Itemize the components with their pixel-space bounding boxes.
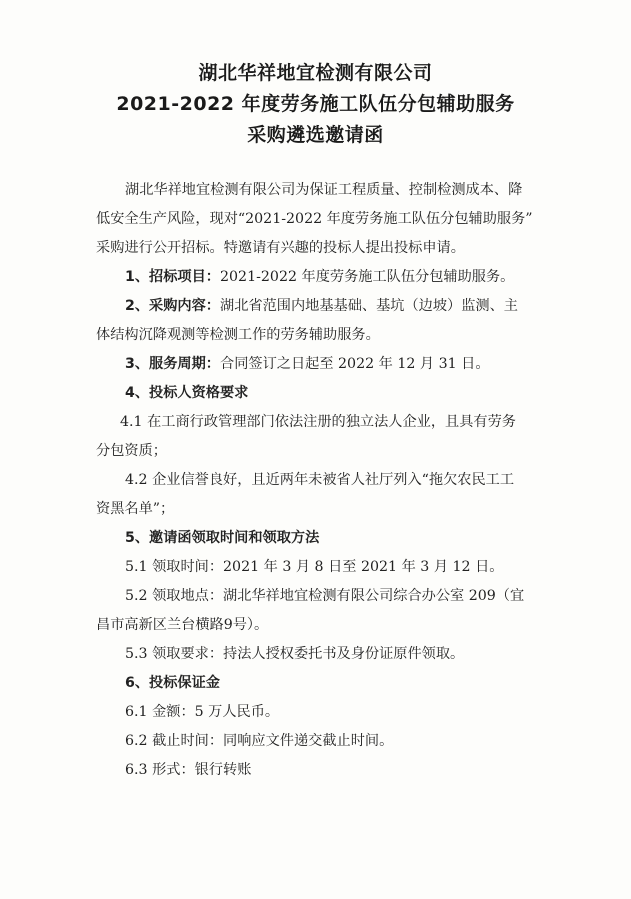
item-6-heading: 6、投标保证金 <box>125 675 220 691</box>
item-3-value: 合同签订之日起至 2022 年 12 月 31 日。 <box>220 356 490 372</box>
item-4-heading: 4、投标人资格要求 <box>125 385 249 401</box>
intro-line-3: 采购进行公开招标。特邀请有兴趣的投标人提出投标申请。 <box>96 240 465 256</box>
item-4-2-line-2: 资黑名单”； <box>96 501 175 517</box>
item-3-label: 3、服务周期： <box>125 356 220 372</box>
title-company: 湖北华祥地宜检测有限公司 <box>198 62 433 84</box>
item-4-1-line-1: 4.1 在工商行政管理部门依法注册的独立法人企业，且具有劳务 <box>120 414 516 430</box>
item-5-heading: 5、邀请函领取时间和领取方法 <box>125 530 320 546</box>
title-doc-type: 采购遴选邀请函 <box>247 124 384 146</box>
item-3 <box>125 354 490 374</box>
item-5-1: 5.1 领取时间：2021 年 3 月 8 日至 2021 年 3 月 12 日。 <box>125 559 504 575</box>
item-4-2-line-1: 4.2 企业信誉良好，且近两年未被省人社厅列入“拖欠农民工工 <box>125 472 515 488</box>
item-6-2: 6.2 截止时间：同响应文件递交截止时间。 <box>125 733 394 749</box>
intro-line-2: 低安全生产风险，现对“2021-2022 年度劳务施工队伍分包辅助服务” <box>96 211 533 227</box>
item-6-3: 6.3 形式：银行转账 <box>125 762 252 778</box>
title-project: 2021-2022 年度劳务施工队伍分包辅助服务 <box>116 93 515 115</box>
intro-line-1: 湖北华祥地宜检测有限公司为保证工程质量、控制检测成本、降 <box>125 182 523 198</box>
document-title <box>0 58 631 151</box>
item-2 <box>125 296 518 316</box>
item-6-1: 6.1 金额：5 万人民币。 <box>125 704 280 720</box>
item-1-label: 1、招标项目： <box>125 269 220 285</box>
item-2-label: 2、采购内容： <box>125 298 220 314</box>
item-1 <box>125 267 514 287</box>
item-4-1-line-2: 分包资质； <box>96 443 167 459</box>
item-5-2-line-2: 昌市高新区兰台横路9号）。 <box>96 617 269 633</box>
item-1-value: 2021-2022 年度劳务施工队伍分包辅助服务。 <box>220 269 515 285</box>
item-5-2-line-1: 5.2 领取地点：湖北华祥地宜检测有限公司综合办公室 209（宜 <box>125 588 525 604</box>
item-2-value-line-2: 体结构沉降观测等检测工作的劳务辅助服务。 <box>96 327 380 343</box>
item-5-3: 5.3 领取要求：持法人授权委托书及身份证原件领取。 <box>125 646 465 662</box>
item-2-value-line-1: 湖北省范围内地基基础、基坑（边坡）监测、主 <box>220 298 518 314</box>
